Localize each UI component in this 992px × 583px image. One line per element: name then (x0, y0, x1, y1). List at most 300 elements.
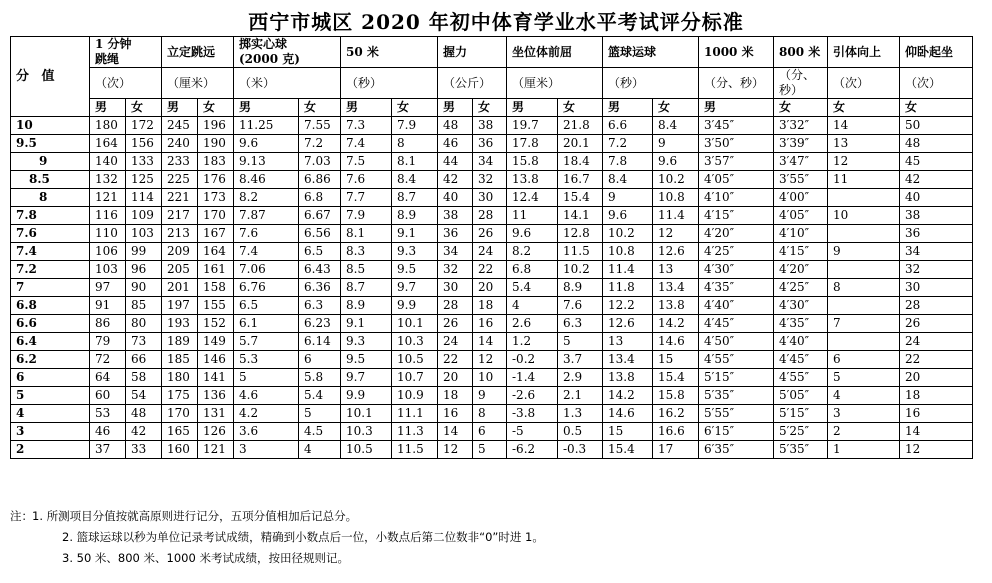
table-cell: 13.8 (603, 369, 653, 387)
table-cell: 60 (90, 387, 126, 405)
header-shot-put (234, 37, 341, 68)
table-cell: 110 (90, 225, 126, 243)
table-cell (828, 333, 900, 351)
header-pull-up (828, 37, 900, 68)
unit-grip: （公斤） (438, 68, 507, 99)
table-cell: 11.4 (653, 207, 699, 225)
table-cell: 4.5 (299, 423, 341, 441)
table-cell: 6.14 (299, 333, 341, 351)
table-cell: 213 (162, 225, 198, 243)
score-value: 9.5 (11, 135, 90, 153)
table-cell: 245 (162, 117, 198, 135)
table-cell: 156 (126, 135, 162, 153)
table-cell: 103 (90, 261, 126, 279)
table-cell: 5′35″ (699, 387, 774, 405)
table-cell: 13 (828, 135, 900, 153)
table-cell: 15 (653, 351, 699, 369)
table-cell: 9.6 (507, 225, 558, 243)
table-cell: 40 (900, 189, 973, 207)
table-cell: 14.2 (653, 315, 699, 333)
table-cell: -2.6 (507, 387, 558, 405)
male-header: 男 (438, 99, 473, 117)
table-cell: 13 (653, 261, 699, 279)
unit-800m-text: （分、 秒） (779, 68, 816, 97)
table-cell: 9.1 (341, 315, 392, 333)
table-cell: -3.8 (507, 405, 558, 423)
table-cell: 8.46 (234, 171, 299, 189)
table-cell: 165 (162, 423, 198, 441)
table-cell: 12 (828, 153, 900, 171)
table-cell: 7.6 (341, 171, 392, 189)
table-cell: 205 (162, 261, 198, 279)
table-cell: 140 (90, 153, 126, 171)
unit-basketball: （秒） (603, 68, 699, 99)
male-header: 男 (507, 99, 558, 117)
table-cell: 22 (438, 351, 473, 369)
table-cell: 24 (438, 333, 473, 351)
table-cell: -1.4 (507, 369, 558, 387)
table-cell: 9.9 (392, 297, 438, 315)
table-cell: 42 (438, 171, 473, 189)
score-value: 8.5 (11, 171, 90, 189)
table-cell: 12 (473, 351, 507, 369)
table-cell: -0.3 (558, 441, 603, 459)
table-cell: 3′50″ (699, 135, 774, 153)
table-cell: 9 (473, 387, 507, 405)
female-header: 女 (828, 99, 900, 117)
table-cell: 36 (473, 135, 507, 153)
table-row (11, 171, 973, 189)
table-cell: 28 (900, 297, 973, 315)
table-cell: 149 (198, 333, 234, 351)
table-cell: -6.2 (507, 441, 558, 459)
table-cell: 10.8 (653, 189, 699, 207)
table-cell: 14 (828, 117, 900, 135)
table-cell: 5 (558, 333, 603, 351)
score-value: 4 (11, 405, 90, 423)
score-value: 7.6 (11, 225, 90, 243)
table-cell: 10.3 (341, 423, 392, 441)
table-cell: 10.3 (392, 333, 438, 351)
table-cell: 173 (198, 189, 234, 207)
table-row (11, 423, 973, 441)
table-cell: 34 (438, 243, 473, 261)
table-cell: 6.1 (234, 315, 299, 333)
table-cell: 9.5 (341, 351, 392, 369)
table-cell: 9.5 (392, 261, 438, 279)
table-cell: 10.7 (392, 369, 438, 387)
table-cell: 91 (90, 297, 126, 315)
table-cell (828, 189, 900, 207)
table-cell: 121 (198, 441, 234, 459)
table-cell: 18.4 (558, 153, 603, 171)
table-cell: 22 (900, 351, 973, 369)
table-cell: 54 (126, 387, 162, 405)
table-cell: 44 (438, 153, 473, 171)
table-cell: 7.4 (341, 135, 392, 153)
table-cell: 6.5 (234, 297, 299, 315)
table-cell: 5 (473, 441, 507, 459)
header-row-names (11, 37, 973, 68)
table-cell: 7.4 (234, 243, 299, 261)
table-cell: 18 (900, 387, 973, 405)
table-cell: 13.4 (653, 279, 699, 297)
table-cell: 4′50″ (699, 333, 774, 351)
header-item-name: 掷实心球 (2000 克) (239, 37, 300, 66)
header-sit-up (900, 37, 973, 68)
table-cell: 42 (900, 171, 973, 189)
score-value: 9 (11, 153, 90, 171)
table-row (11, 279, 973, 297)
table-cell: 4′00″ (774, 189, 828, 207)
table-cell: 7.2 (299, 135, 341, 153)
female-header: 女 (653, 99, 699, 117)
table-cell: 7.06 (234, 261, 299, 279)
table-cell: 7.6 (234, 225, 299, 243)
unit-50m: （秒） (341, 68, 438, 99)
table-cell: 121 (90, 189, 126, 207)
table-cell: 141 (198, 369, 234, 387)
notes-prefix: 注： (10, 509, 33, 523)
table-cell: 5 (828, 369, 900, 387)
table-cell: 9 (653, 135, 699, 153)
table-cell: 170 (198, 207, 234, 225)
table-cell: 180 (162, 369, 198, 387)
table-cell: 233 (162, 153, 198, 171)
table-cell: 10 (473, 369, 507, 387)
table-cell: 6.76 (234, 279, 299, 297)
score-value: 7.4 (11, 243, 90, 261)
table-cell: 97 (90, 279, 126, 297)
table-cell: 3 (828, 405, 900, 423)
table-cell: 172 (126, 117, 162, 135)
table-cell: 28 (473, 207, 507, 225)
table-cell: 38 (473, 117, 507, 135)
table-cell: 45 (900, 153, 973, 171)
score-value: 6.6 (11, 315, 90, 333)
table-cell: 161 (198, 261, 234, 279)
table-cell: 13.8 (653, 297, 699, 315)
table-cell: 12.6 (603, 315, 653, 333)
table-cell: 30 (473, 189, 507, 207)
table-cell: 9.7 (392, 279, 438, 297)
female-header: 女 (900, 99, 973, 117)
table-cell: 7.5 (341, 153, 392, 171)
table-cell: 7.87 (234, 207, 299, 225)
table-cell: 6 (299, 351, 341, 369)
table-cell: 185 (162, 351, 198, 369)
header-row-sex (11, 99, 973, 117)
table-cell: 4′55″ (699, 351, 774, 369)
table-cell: 30 (900, 279, 973, 297)
table-cell: 5.4 (507, 279, 558, 297)
table-cell: 10.2 (558, 261, 603, 279)
unit-sit-up: （次） (900, 68, 973, 99)
table-cell: 4′25″ (774, 279, 828, 297)
table-cell: 225 (162, 171, 198, 189)
page-title: 西宁市城区 2020 年初中体育学业水平考试评分标准 (248, 10, 744, 34)
table-row (11, 261, 973, 279)
table-cell: 155 (198, 297, 234, 315)
header-item-name: 坐位体前屈 (512, 44, 573, 59)
table-cell: 3 (234, 441, 299, 459)
table-cell: 11.3 (392, 423, 438, 441)
score-value: 10 (11, 117, 90, 135)
table-cell: 4′35″ (774, 315, 828, 333)
table-cell: 66 (126, 351, 162, 369)
table-cell: 2.9 (558, 369, 603, 387)
table-cell: 133 (126, 153, 162, 171)
table-row (11, 243, 973, 261)
table-cell: 10.2 (653, 171, 699, 189)
table-row (11, 315, 973, 333)
table-cell: 14 (900, 423, 973, 441)
table-cell: 9.1 (392, 225, 438, 243)
female-header: 女 (299, 99, 341, 117)
unit-rope-skip: （次） (90, 68, 162, 99)
table-cell: 7.2 (603, 135, 653, 153)
table-cell: 13.8 (507, 171, 558, 189)
table-row (11, 153, 973, 171)
table-cell: 46 (90, 423, 126, 441)
header-basketball (603, 37, 699, 68)
table-cell: 6.67 (299, 207, 341, 225)
table-cell: 6.5 (299, 243, 341, 261)
table-cell: 5′25″ (774, 423, 828, 441)
table-cell: 5.7 (234, 333, 299, 351)
table-cell: 50 (900, 117, 973, 135)
table-cell: 11.1 (392, 405, 438, 423)
table-cell: 8.4 (603, 171, 653, 189)
table-cell: 16.6 (653, 423, 699, 441)
unit-long-jump: （厘米） (162, 68, 234, 99)
table-cell: 6 (828, 351, 900, 369)
table-cell: 6.36 (299, 279, 341, 297)
table-cell: 170 (162, 405, 198, 423)
table-cell: 2.1 (558, 387, 603, 405)
table-row (11, 405, 973, 423)
table-cell: 5′15″ (774, 405, 828, 423)
table-cell: 189 (162, 333, 198, 351)
table-cell: 183 (198, 153, 234, 171)
table-cell: 8.5 (341, 261, 392, 279)
male-header: 男 (603, 99, 653, 117)
table-cell: 5.4 (299, 387, 341, 405)
table-cell: 7.8 (603, 153, 653, 171)
table-cell: 96 (126, 261, 162, 279)
table-cell: 11 (507, 207, 558, 225)
table-cell: 40 (438, 189, 473, 207)
table-cell: 6.6 (603, 117, 653, 135)
table-cell: 8.1 (341, 225, 392, 243)
score-value: 2 (11, 441, 90, 459)
table-cell: 3′39″ (774, 135, 828, 153)
table-cell: 17.8 (507, 135, 558, 153)
table-cell: 4′40″ (774, 333, 828, 351)
table-cell: 4 (507, 297, 558, 315)
table-cell: 18 (438, 387, 473, 405)
table-cell: 10.5 (392, 351, 438, 369)
header-item-name: 篮球运球 (608, 44, 657, 59)
table-cell: 13 (603, 333, 653, 351)
table-cell: 10.5 (341, 441, 392, 459)
table-cell: 4′45″ (699, 315, 774, 333)
table-cell: 5 (234, 369, 299, 387)
table-cell: 9 (603, 189, 653, 207)
table-cell: 158 (198, 279, 234, 297)
table-cell: 109 (126, 207, 162, 225)
table-cell: 26 (900, 315, 973, 333)
table-cell: 4.2 (234, 405, 299, 423)
header-sit-reach (507, 37, 603, 68)
table-cell: -5 (507, 423, 558, 441)
table-cell: 32 (473, 171, 507, 189)
table-cell: 9.7 (341, 369, 392, 387)
table-cell: 176 (198, 171, 234, 189)
table-cell: 4 (828, 387, 900, 405)
female-header: 女 (473, 99, 507, 117)
female-header: 女 (198, 99, 234, 117)
table-cell: 10.1 (392, 315, 438, 333)
table-cell: 24 (900, 333, 973, 351)
table-cell: 8.9 (341, 297, 392, 315)
table-cell: 8.9 (392, 207, 438, 225)
table-cell: 164 (198, 243, 234, 261)
female-header: 女 (774, 99, 828, 117)
table-cell: 12.4 (507, 189, 558, 207)
table-cell: 4′25″ (699, 243, 774, 261)
table-cell: 15.4 (603, 441, 653, 459)
table-cell: 8.2 (507, 243, 558, 261)
table-cell: 152 (198, 315, 234, 333)
table-cell: 7 (828, 315, 900, 333)
table-cell: 11.5 (558, 243, 603, 261)
table-cell: 193 (162, 315, 198, 333)
table-row (11, 189, 973, 207)
table-cell: 11.8 (603, 279, 653, 297)
table-cell: 0.5 (558, 423, 603, 441)
table-cell: 6 (473, 423, 507, 441)
table-row (11, 297, 973, 315)
male-header: 男 (341, 99, 392, 117)
table-cell: 8 (392, 135, 438, 153)
table-cell: 5′15″ (699, 369, 774, 387)
table-cell: 6.8 (507, 261, 558, 279)
table-cell: 22 (473, 261, 507, 279)
score-value: 7 (11, 279, 90, 297)
table-cell: 86 (90, 315, 126, 333)
table-cell: 217 (162, 207, 198, 225)
table-cell: 5 (299, 405, 341, 423)
table-cell: 132 (90, 171, 126, 189)
header-rope-skip (90, 37, 162, 68)
table-cell: 8.9 (558, 279, 603, 297)
table-cell: 48 (438, 117, 473, 135)
table-cell: 8.7 (341, 279, 392, 297)
table-cell: 126 (198, 423, 234, 441)
table-cell: 9.13 (234, 153, 299, 171)
male-header: 男 (699, 99, 774, 117)
score-value: 6.4 (11, 333, 90, 351)
table-cell: 1.2 (507, 333, 558, 351)
table-cell: 72 (90, 351, 126, 369)
table-row (11, 207, 973, 225)
table-cell: 6.43 (299, 261, 341, 279)
female-header: 女 (126, 99, 162, 117)
table-cell: 36 (438, 225, 473, 243)
table-cell: 4′40″ (699, 297, 774, 315)
unit-800m (774, 68, 828, 99)
male-header: 男 (90, 99, 126, 117)
score-value: 3 (11, 423, 90, 441)
table-cell: 37 (90, 441, 126, 459)
table-cell: 85 (126, 297, 162, 315)
table-cell: -0.2 (507, 351, 558, 369)
table-cell: 131 (198, 405, 234, 423)
table-cell: 3.7 (558, 351, 603, 369)
table-cell: 10 (828, 207, 900, 225)
table-cell: 48 (900, 135, 973, 153)
table-cell: 9.6 (234, 135, 299, 153)
table-cell: 12.6 (653, 243, 699, 261)
table-cell: 221 (162, 189, 198, 207)
table-cell: 21.8 (558, 117, 603, 135)
score-value: 6.2 (11, 351, 90, 369)
table-cell: 32 (900, 261, 973, 279)
table-cell: 15 (603, 423, 653, 441)
table-cell: 8.1 (392, 153, 438, 171)
table-cell: 33 (126, 441, 162, 459)
table-cell: 3′45″ (699, 117, 774, 135)
table-cell: 2.6 (507, 315, 558, 333)
table-cell: 6.3 (299, 297, 341, 315)
table-cell (828, 225, 900, 243)
table-cell: 20.1 (558, 135, 603, 153)
table-cell: 12 (900, 441, 973, 459)
table-cell: 4′15″ (774, 243, 828, 261)
table-cell: 196 (198, 117, 234, 135)
header-item-name: 握力 (443, 44, 468, 59)
table-cell: 64 (90, 369, 126, 387)
table-cell: 4′45″ (774, 351, 828, 369)
table-cell: 9.3 (392, 243, 438, 261)
table-cell: 6′35″ (699, 441, 774, 459)
table-cell: 7.55 (299, 117, 341, 135)
table-row (11, 135, 973, 153)
table-cell: 2 (828, 423, 900, 441)
table-row (11, 117, 973, 135)
table-cell: 53 (90, 405, 126, 423)
table-cell: 11.25 (234, 117, 299, 135)
table-cell: 14 (438, 423, 473, 441)
table-cell: 190 (198, 135, 234, 153)
table-cell: 5′55″ (699, 405, 774, 423)
table-cell: 20 (900, 369, 973, 387)
table-row (11, 333, 973, 351)
table-cell: 116 (90, 207, 126, 225)
note-1: 1. 所测项目分值按就高原则进行记分，五项分值相加后记总分。 (32, 509, 358, 523)
table-cell: 20 (438, 369, 473, 387)
table-row (11, 369, 973, 387)
table-row (11, 225, 973, 243)
table-cell: 4′30″ (774, 297, 828, 315)
note-3: 3. 50 米、800 米、1000 米考试成绩，按田径规则记。 (62, 551, 349, 565)
table-cell: 99 (126, 243, 162, 261)
score-value: 5 (11, 387, 90, 405)
female-header: 女 (392, 99, 438, 117)
table-cell: 32 (438, 261, 473, 279)
table-cell: 8.7 (392, 189, 438, 207)
